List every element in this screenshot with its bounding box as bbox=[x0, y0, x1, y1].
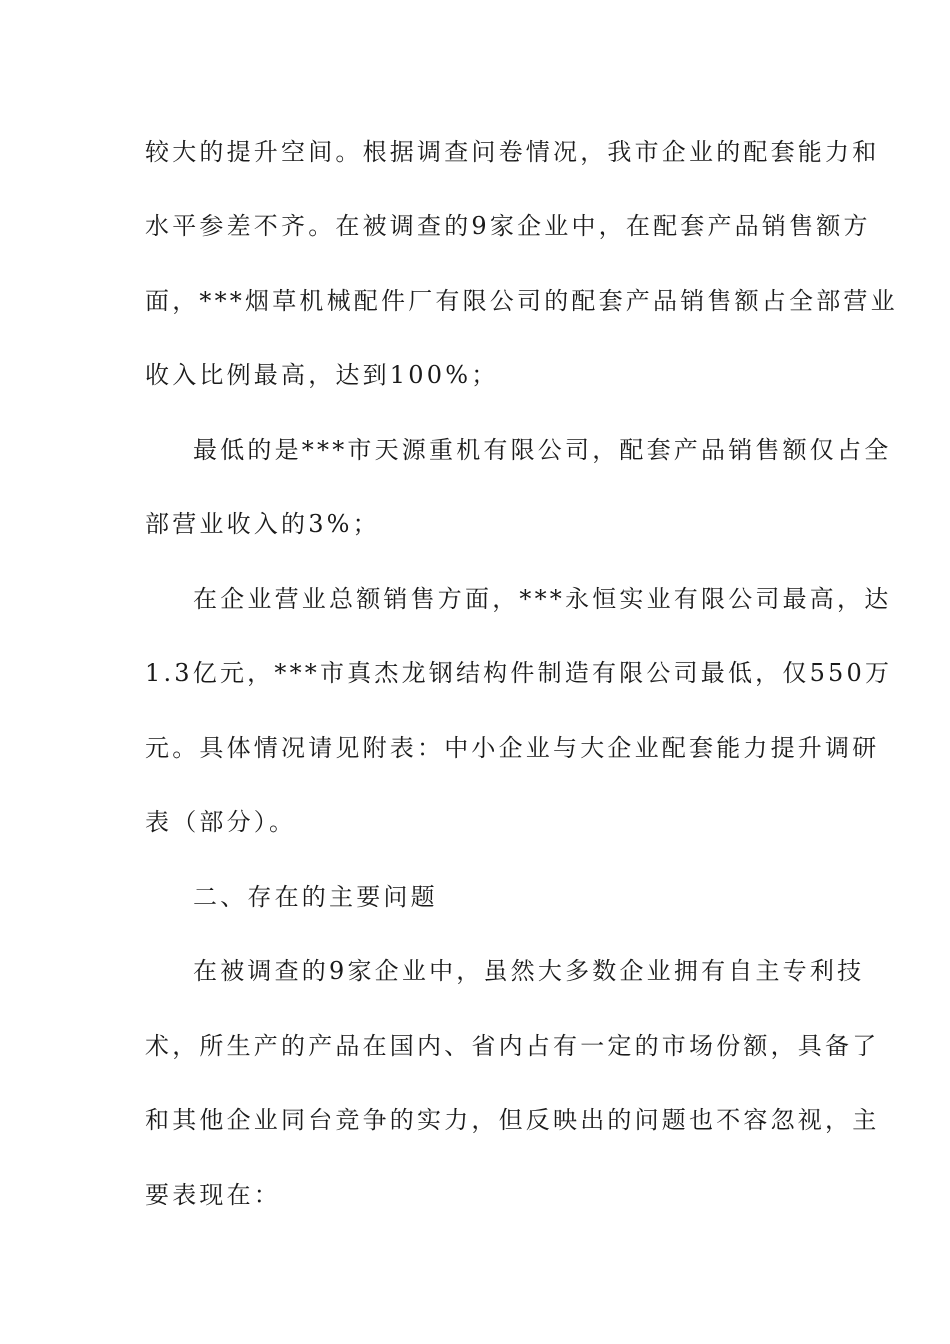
text-line: 部营业收入的3%； bbox=[145, 510, 380, 538]
text-line: 和其他企业同台竞争的实力，但反映出的问题也不容忽视，主 bbox=[145, 1106, 880, 1134]
text-line: 面，***烟草机械配件厂有限公司的配套产品销售额占全部营业 bbox=[145, 287, 898, 315]
text-line: 元。具体情况请见附表：中小企业与大企业配套能力提升调研 bbox=[145, 734, 880, 762]
text-line: 术，所生产的产品在国内、省内占有一定的市场份额，具备了 bbox=[145, 1032, 880, 1060]
section-heading: 二、存在的主要问题 bbox=[193, 883, 438, 911]
text-line: 较大的提升空间。根据调查问卷情况，我市企业的配套能力和 bbox=[145, 138, 880, 166]
paragraph-first-line: 在被调查的9家企业中，虽然大多数企业拥有自主专利技 bbox=[193, 957, 865, 985]
paragraph-first-line: 最低的是***市天源重机有限公司，配套产品销售额仅占全 bbox=[193, 436, 892, 464]
text-line: 1.3亿元，***市真杰龙钢结构件制造有限公司最低，仅550万 bbox=[145, 659, 893, 687]
paragraph-first-line: 在企业营业总额销售方面，***永恒实业有限公司最高，达 bbox=[193, 585, 892, 613]
text-line: 要表现在： bbox=[145, 1181, 281, 1209]
text-line: 表（部分）。 bbox=[145, 808, 297, 836]
text-line: 水平参差不齐。在被调查的9家企业中，在配套产品销售额方 bbox=[145, 212, 871, 240]
text-line: 收入比例最高，达到100%； bbox=[145, 361, 499, 389]
